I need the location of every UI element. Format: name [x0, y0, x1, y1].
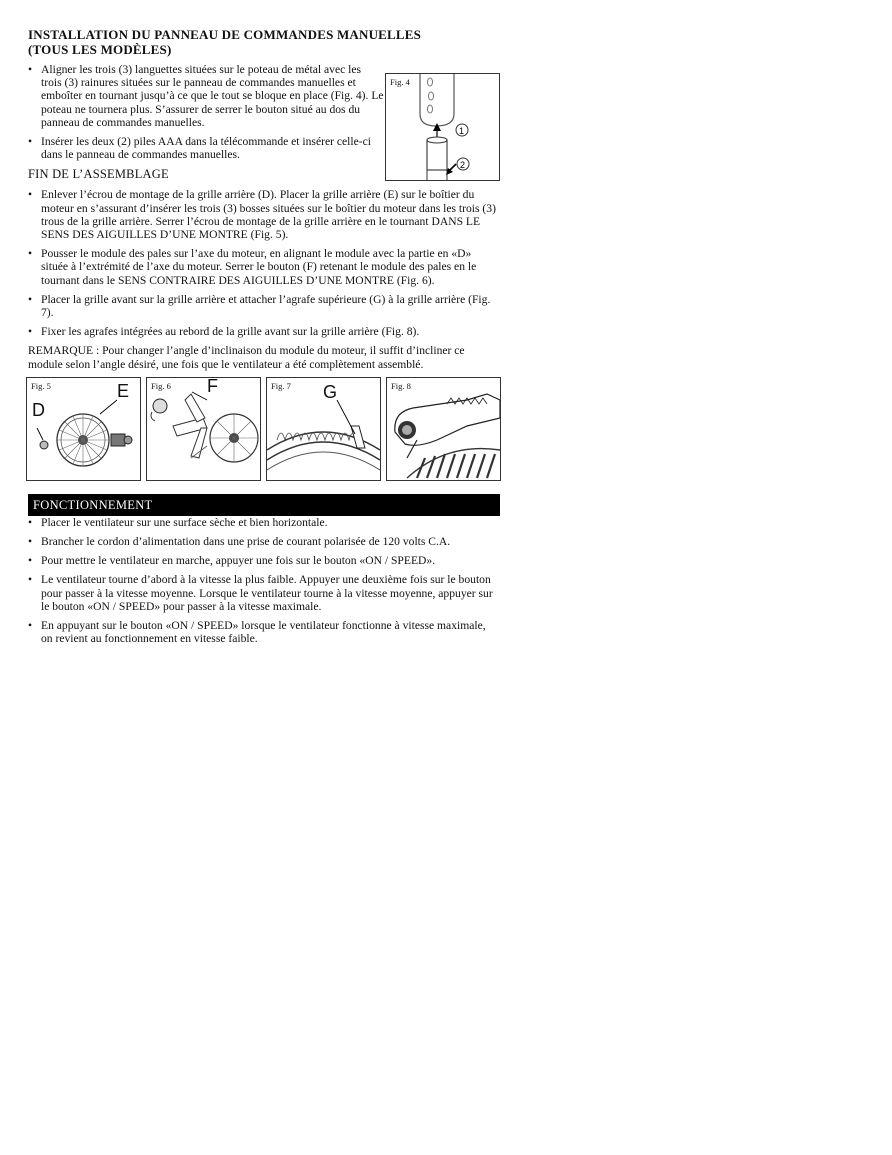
- list-item: • En appuyant sur le bouton «ON / SPEED» lorsque le ventilateur fonctionne à vitesse maximale, on revient au fonctionnement en vitesse faible.: [28, 619, 500, 645]
- list-item: • Aligner les trois (3) languettes situées sur le poteau de métal avec les trois (3) rainures situées sur le panneau de commandes manuelles et emboîter en tournant jusqu’à ce que le tout se bloque en place (Fig. 4). Le poteau ne tournera plus. S’assurer de serrer le bouton situé au dos du panneau de commandes manuelles.: [28, 63, 384, 129]
- document-page: [28, 27, 500, 651]
- list-item: • Pour mettre le ventilateur en marche, appuyer une fois sur le bouton «ON / SPEED».: [28, 554, 500, 567]
- installation-title: [28, 27, 500, 57]
- control-panel-illustration: [386, 74, 499, 180]
- list-item: • Brancher le cordon d’alimentation dans une prise de courant polarisée de 120 volts C.A.: [28, 535, 500, 548]
- remark-note: REMARQUE : Pour changer l’angle d’inclinaison du module du moteur, il suffit d’incliner ce module selon l’angle désiré, une fois que le ventilateur a été complètement assemblé.: [28, 344, 465, 371]
- assembly-list: [28, 188, 500, 338]
- callout-1: 1: [459, 126, 465, 136]
- list-item: • Pousser le module des pales sur l’axe du moteur, en alignant le module avec la partie en «D» située à l’extrémité de l’axe du moteur. Serrer le bouton (F) retenant le module des pales en le tournant dans le SENS CONTRAIRE DES AIGUILLES D’UNE MONTRE (Fig. 6).: [28, 247, 500, 287]
- operation-title: FONCTIONNEMENT: [28, 494, 500, 516]
- assembly-title: FIN DE L’ASSEMBLAGE: [28, 167, 169, 182]
- figure-label: Fig. 4: [390, 77, 410, 87]
- installation-title-line1: INSTALLATION DU PANNEAU DE COMMANDES MANUELLES: [28, 27, 422, 42]
- list-item: • Le ventilateur tourne d’abord à la vitesse la plus faible. Appuyer une deuxième fois sur le bouton pour passer à la vitesse moyenne. Lorsque le ventilateur tourne à la vitesse moyenne, appuyer sur le bouton «ON / SPEED» pour passer à la vitesse maximale.: [28, 573, 500, 613]
- list-item: • Insérer les deux (2) piles AAA dans la télécommande et insérer celle-ci dans le panneau de commandes manuelles.: [28, 135, 384, 161]
- figure-label: Fig. 8: [391, 380, 411, 391]
- list-item: • Enlever l’écrou de montage de la grille arrière (D). Placer la grille arrière (E) sur le boîtier du moteur en s’assurant d’insérer les trois (3) bosses situées sur le boîtier du moteur dans les trois (3) trous de la grille arrière. Serrer l’écrou de montage de la grille arrière en le tournant DANS LE SENS DES AIGUILLES D’UNE MONTRE (Fig. 5).: [28, 188, 500, 241]
- operation-list: [28, 516, 500, 646]
- list-item: • Placer le ventilateur sur une surface sèche et bien horizontale.: [28, 516, 500, 529]
- callout-2: 2: [460, 160, 466, 170]
- callout-e: E: [117, 380, 130, 401]
- figure-row: [28, 377, 500, 483]
- hand-clip-illustration: [387, 378, 500, 480]
- figure-4: [385, 73, 500, 181]
- figure-label: Fig. 5: [31, 380, 51, 391]
- blade-module-illustration: [147, 378, 260, 480]
- figure-label: Fig. 7: [271, 380, 291, 391]
- figure-8: [386, 377, 501, 481]
- figure-7: [266, 377, 381, 481]
- callout-f: F: [207, 376, 218, 396]
- figure-6: [146, 377, 261, 481]
- installation-section: [28, 63, 500, 170]
- callout-d: D: [32, 399, 45, 420]
- figure-5: [26, 377, 141, 481]
- list-item: • Placer la grille avant sur la grille arrière et attacher l’agrafe supérieure (G) à la grille arrière (Fig. 7).: [28, 293, 500, 319]
- callout-g: G: [323, 381, 338, 402]
- list-item: • Fixer les agrafes intégrées au rebord de la grille avant sur la grille arrière (Fig. 8).: [28, 325, 500, 338]
- installation-list: [28, 63, 384, 161]
- installation-title-line2: (TOUS LES MODÈLES): [28, 42, 172, 57]
- figure-label: Fig. 6: [151, 380, 171, 391]
